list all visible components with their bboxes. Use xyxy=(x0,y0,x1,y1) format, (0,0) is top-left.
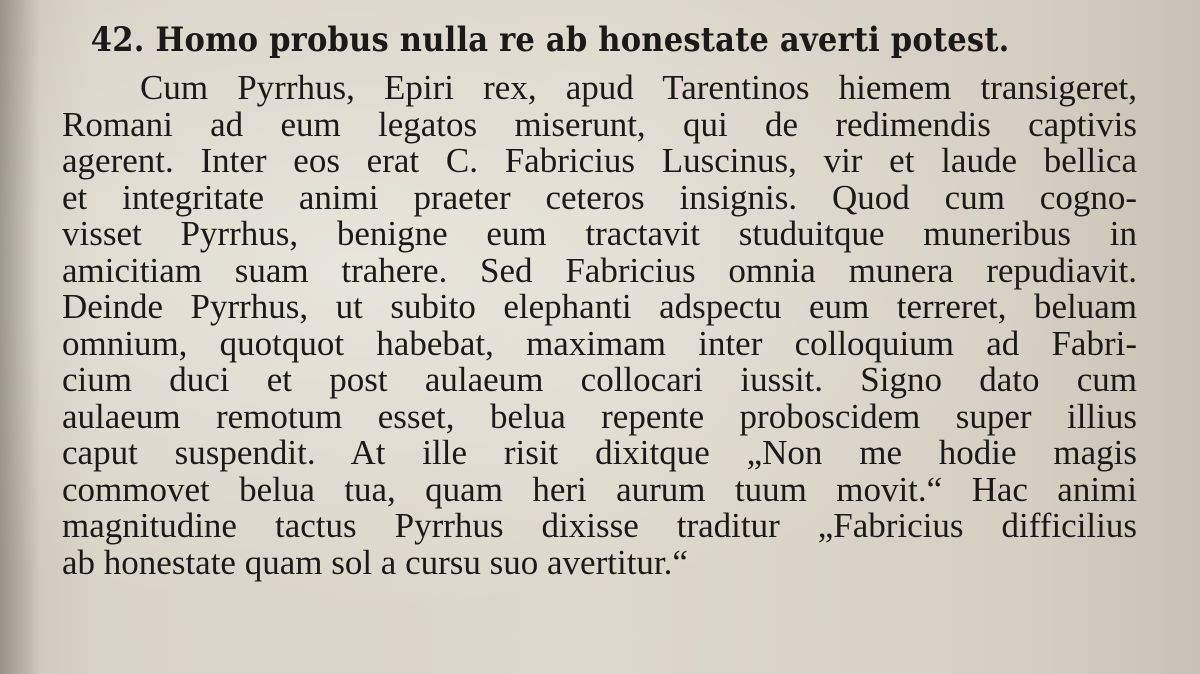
text-line: amicitiam suam trahere. Sed Fabricius omnia munera repudiavit. xyxy=(62,250,1137,290)
text-line: Cum Pyrrhus, Epiri rex, apud Tarentinos hiemem transigeret, xyxy=(140,68,1137,107)
text-line: caput suspendit. At ille risit dixitque „Non me hodie magis xyxy=(62,433,1137,472)
text-block xyxy=(62,18,1147,581)
text-line: et integritate animi praeter ceteros insignis. Quod cum cogno- xyxy=(62,177,1137,217)
text-line: omnium, quotquot habebat, maximam inter colloquium ad Fabri- xyxy=(62,323,1137,363)
text-line: Romani ad eum legatos miserunt, qui de redimendis captivis xyxy=(62,104,1137,144)
text-line: commovet belua tua, quam heri aurum tuum movit.“ Hac animi xyxy=(62,469,1137,509)
text-line: cium duci et post aulaeum collocari iussit. Signo dato cum xyxy=(62,360,1137,399)
text-line: ab honestate quam sol a cursu suo avertitur.“ xyxy=(62,542,688,582)
text-line: visset Pyrrhus, benigne eum tractavit studuitque muneribus in xyxy=(62,214,1137,253)
text-line: agerent. Inter eos erat C. Fabricius Luscinus, vir et laude bellica xyxy=(62,141,1137,180)
section-heading: 42. Homo probus nulla re ab honestate averti potest. xyxy=(90,20,1010,60)
text-line: Deinde Pyrrhus, ut subito elephanti adspectu eum terreret, beluam xyxy=(62,287,1137,326)
text-line: magnitudine tactus Pyrrhus dixisse traditur „Fabricius difficilius xyxy=(62,506,1137,545)
page-shadow xyxy=(0,0,40,674)
text-line: aulaeum remotum esset, belua repente proboscidem super illius xyxy=(62,396,1137,436)
